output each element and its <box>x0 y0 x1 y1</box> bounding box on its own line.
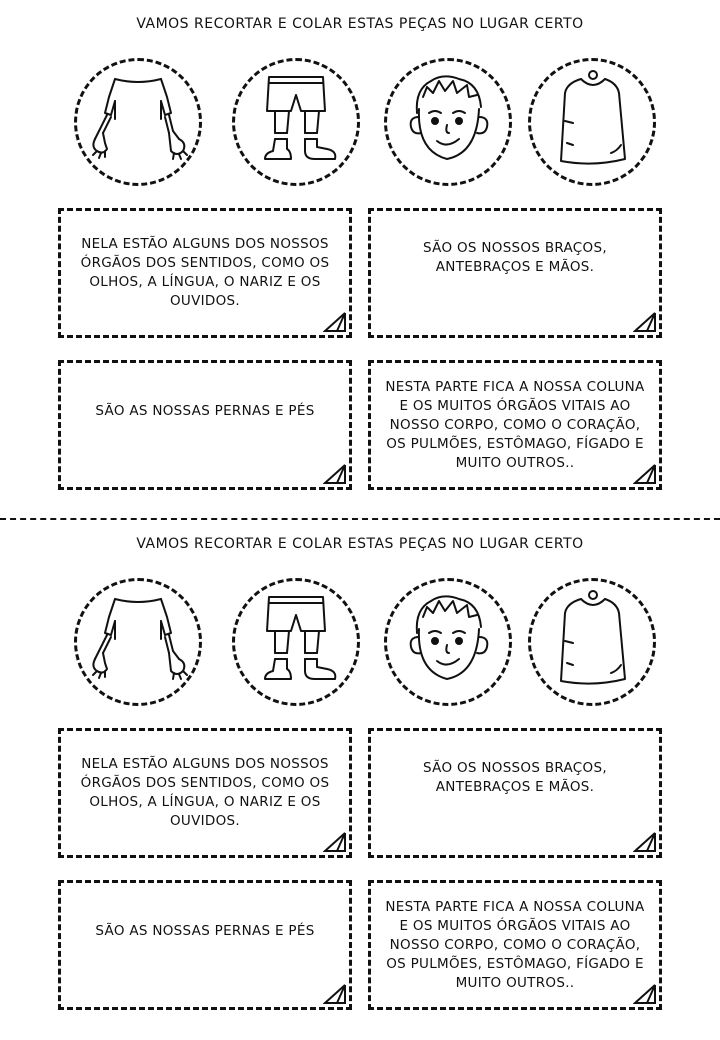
page-curl-icon <box>633 463 657 485</box>
card-head-description <box>58 208 352 338</box>
legs-feet-icon <box>235 581 357 703</box>
card-legs-description <box>58 360 352 490</box>
head-face-icon <box>387 61 509 183</box>
card-head-description <box>58 728 352 858</box>
page-curl-icon <box>323 463 347 485</box>
page-curl-icon <box>633 831 657 853</box>
card-text: SÃO AS NOSSAS PERNAS E PÉS <box>95 922 315 939</box>
torso-shirt-icon <box>531 581 653 703</box>
page-curl-icon <box>633 983 657 1005</box>
cutout-circle-head <box>384 58 512 186</box>
cutout-circle-legs <box>232 58 360 186</box>
card-text: NELA ESTÃO ALGUNS DOS NOSSOS ÓRGÃOS DOS SENTIDOS, COMO OS OLHOS, A LÍNGUA, O NARIZ E OS OUVIDOS. <box>80 236 330 309</box>
worksheet-section-top <box>0 0 720 500</box>
page-curl-icon <box>633 311 657 333</box>
worksheet-title: VAMOS RECORTAR E COLAR ESTAS PEÇAS NO LUGAR CERTO <box>136 536 584 552</box>
card-arms-description <box>368 208 662 338</box>
cutout-circle-torso <box>528 58 656 186</box>
card-arms-description <box>368 728 662 858</box>
cutout-circle-head <box>384 578 512 706</box>
arms-hands-icon <box>77 61 199 183</box>
arms-hands-icon <box>77 581 199 703</box>
page-curl-icon <box>323 831 347 853</box>
cutout-circle-legs <box>232 578 360 706</box>
card-text: SÃO OS NOSSOS BRAÇOS, ANTEBRAÇOS E MÃOS. <box>423 240 607 275</box>
card-text: NELA ESTÃO ALGUNS DOS NOSSOS ÓRGÃOS DOS SENTIDOS, COMO OS OLHOS, A LÍNGUA, O NARIZ E OS OUVIDOS. <box>80 756 330 829</box>
page-curl-icon <box>323 311 347 333</box>
card-torso-description <box>368 880 662 1010</box>
cutout-circle-torso <box>528 578 656 706</box>
legs-feet-icon <box>235 61 357 183</box>
worksheet-section-bottom <box>0 520 720 1020</box>
card-text: NESTA PARTE FICA A NOSSA COLUNA E OS MUITOS ÓRGÃOS VITAIS AO NOSSO CORPO, COMO O CORAÇÃO, OS PULMÕES, ESTÔMAGO, FÍGADO E MUITO OUTROS.. <box>385 378 645 471</box>
head-face-icon <box>387 581 509 703</box>
card-text: SÃO OS NOSSOS BRAÇOS, ANTEBRAÇOS E MÃOS. <box>423 760 607 795</box>
card-torso-description <box>368 360 662 490</box>
page-curl-icon <box>323 983 347 1005</box>
cutout-circle-arms <box>74 578 202 706</box>
worksheet-title: VAMOS RECORTAR E COLAR ESTAS PEÇAS NO LUGAR CERTO <box>136 16 584 32</box>
cutout-circle-arms <box>74 58 202 186</box>
torso-shirt-icon <box>531 61 653 183</box>
card-legs-description <box>58 880 352 1010</box>
card-text: SÃO AS NOSSAS PERNAS E PÉS <box>95 402 315 419</box>
card-text: NESTA PARTE FICA A NOSSA COLUNA E OS MUITOS ÓRGÃOS VITAIS AO NOSSO CORPO, COMO O CORAÇÃO, OS PULMÕES, ESTÔMAGO, FÍGADO E MUITO OUTROS.. <box>385 898 645 991</box>
